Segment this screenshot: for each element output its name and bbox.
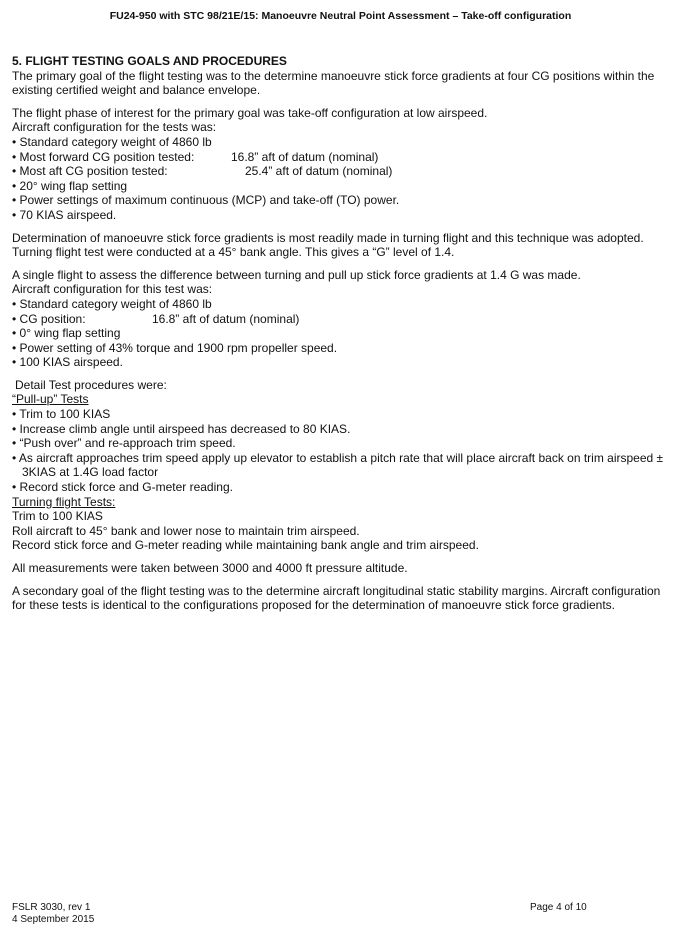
- config2-item-airspeed: • 100 KIAS airspeed.: [12, 355, 123, 370]
- config2-item-cg: [12, 312, 664, 327]
- config-label: Aircraft configuration for the tests was:: [12, 120, 217, 135]
- secondary-goal-paragraph: A secondary goal of the flight testing was to the determine aircraft longitudinal static stability margins. Aircraft configuration for these tests is identical to the configurations proposed for the determination of manoeuvre stick force gradients.: [12, 583, 661, 613]
- pullup-item: • As aircraft approaches trim speed apply up elevator to establish a pitch rate that will place aircraft back on trim airspeed ± 3KIAS at 1.4G load factor: [12, 450, 664, 480]
- config-item-airspeed: • 70 KIAS airspeed.: [12, 207, 117, 222]
- cg-aft-label: • Most aft CG position tested:: [12, 164, 168, 179]
- config-item-cg-aft: [12, 164, 664, 179]
- section-heading: 5. FLIGHT TESTING GOALS AND PROCEDURES: [12, 54, 287, 68]
- config2-item-flap: • 0° wing flap setting: [12, 326, 121, 341]
- pullup-heading: “Pull-up” Tests: [12, 392, 89, 407]
- config-item-flap: • 20° wing flap setting: [12, 178, 128, 193]
- cg-aft-value: 25.4” aft of datum (nominal): [245, 164, 393, 179]
- turning-item: Trim to 100 KIAS: [12, 509, 103, 524]
- phase-paragraph: The flight phase of interest for the primary goal was take-off configuration at low airspeed.: [12, 105, 488, 120]
- page-header: FU24-950 with STC 98/21E/15: Manoeuvre Neutral Point Assessment – Take-off configuration: [109, 10, 572, 22]
- turning-item: Roll aircraft to 45° bank and lower nose to maintain trim airspeed.: [12, 523, 360, 538]
- pullup-item: • Increase climb angle until airspeed has decreased to 80 KIAS.: [12, 421, 351, 436]
- page-footer: [12, 902, 664, 926]
- pullup-item: • “Push over” and re-approach trim speed.: [12, 436, 236, 451]
- detail-label: Detail Test procedures were:: [15, 377, 167, 392]
- config-item-cg-forward: [12, 150, 664, 165]
- cg-forward-label: • Most forward CG position tested:: [12, 149, 195, 164]
- altitude-paragraph: All measurements were taken between 3000 and 4000 ft pressure altitude.: [12, 561, 408, 575]
- pullup-item: • Trim to 100 KIAS: [12, 407, 111, 422]
- config-item-power: • Power settings of maximum continuous (MCP) and take-off (TO) power.: [12, 193, 400, 208]
- config2-label: Aircraft configuration for this test was:: [12, 282, 213, 297]
- config2-cg-label: • CG position:: [12, 311, 86, 326]
- cg-forward-value: 16.8” aft of datum (nominal): [231, 149, 379, 164]
- footer-doc-ref: FSLR 3030, rev 1: [12, 902, 91, 913]
- single-flight-paragraph: A single flight to assess the difference between turning and pull up stick force gradients at 1.4 G was made.: [12, 267, 581, 282]
- turning-flight-paragraph: Determination of manoeuvre stick force gradients is most readily made in turning flight and this technique was adopted. Turning flight test were conducted at a 45° bank angle. This gives a “G” level of 1.4.: [12, 230, 644, 260]
- document-body: [12, 54, 664, 613]
- config2-cg-value: 16.8” aft of datum (nominal): [152, 311, 300, 326]
- footer-page-number: Page 4 of 10: [530, 902, 587, 913]
- turning-heading: Turning flight Tests:: [12, 494, 116, 509]
- config-item-weight: • Standard category weight of 4860 lb: [12, 134, 212, 149]
- turning-item: Record stick force and G-meter reading while maintaining bank angle and trim airspeed.: [12, 538, 479, 553]
- config2-item-power: • Power setting of 43% torque and 1900 rpm propeller speed.: [12, 340, 338, 355]
- intro-paragraph: The primary goal of the flight testing was to the determine manoeuvre stick force gradients at four CG positions within the existing certified weight and balance envelope.: [12, 68, 655, 98]
- config2-item-weight: • Standard category weight of 4860 lb: [12, 296, 212, 311]
- pullup-item: • Record stick force and G-meter reading.: [12, 480, 233, 495]
- footer-date: 4 September 2015: [12, 914, 95, 925]
